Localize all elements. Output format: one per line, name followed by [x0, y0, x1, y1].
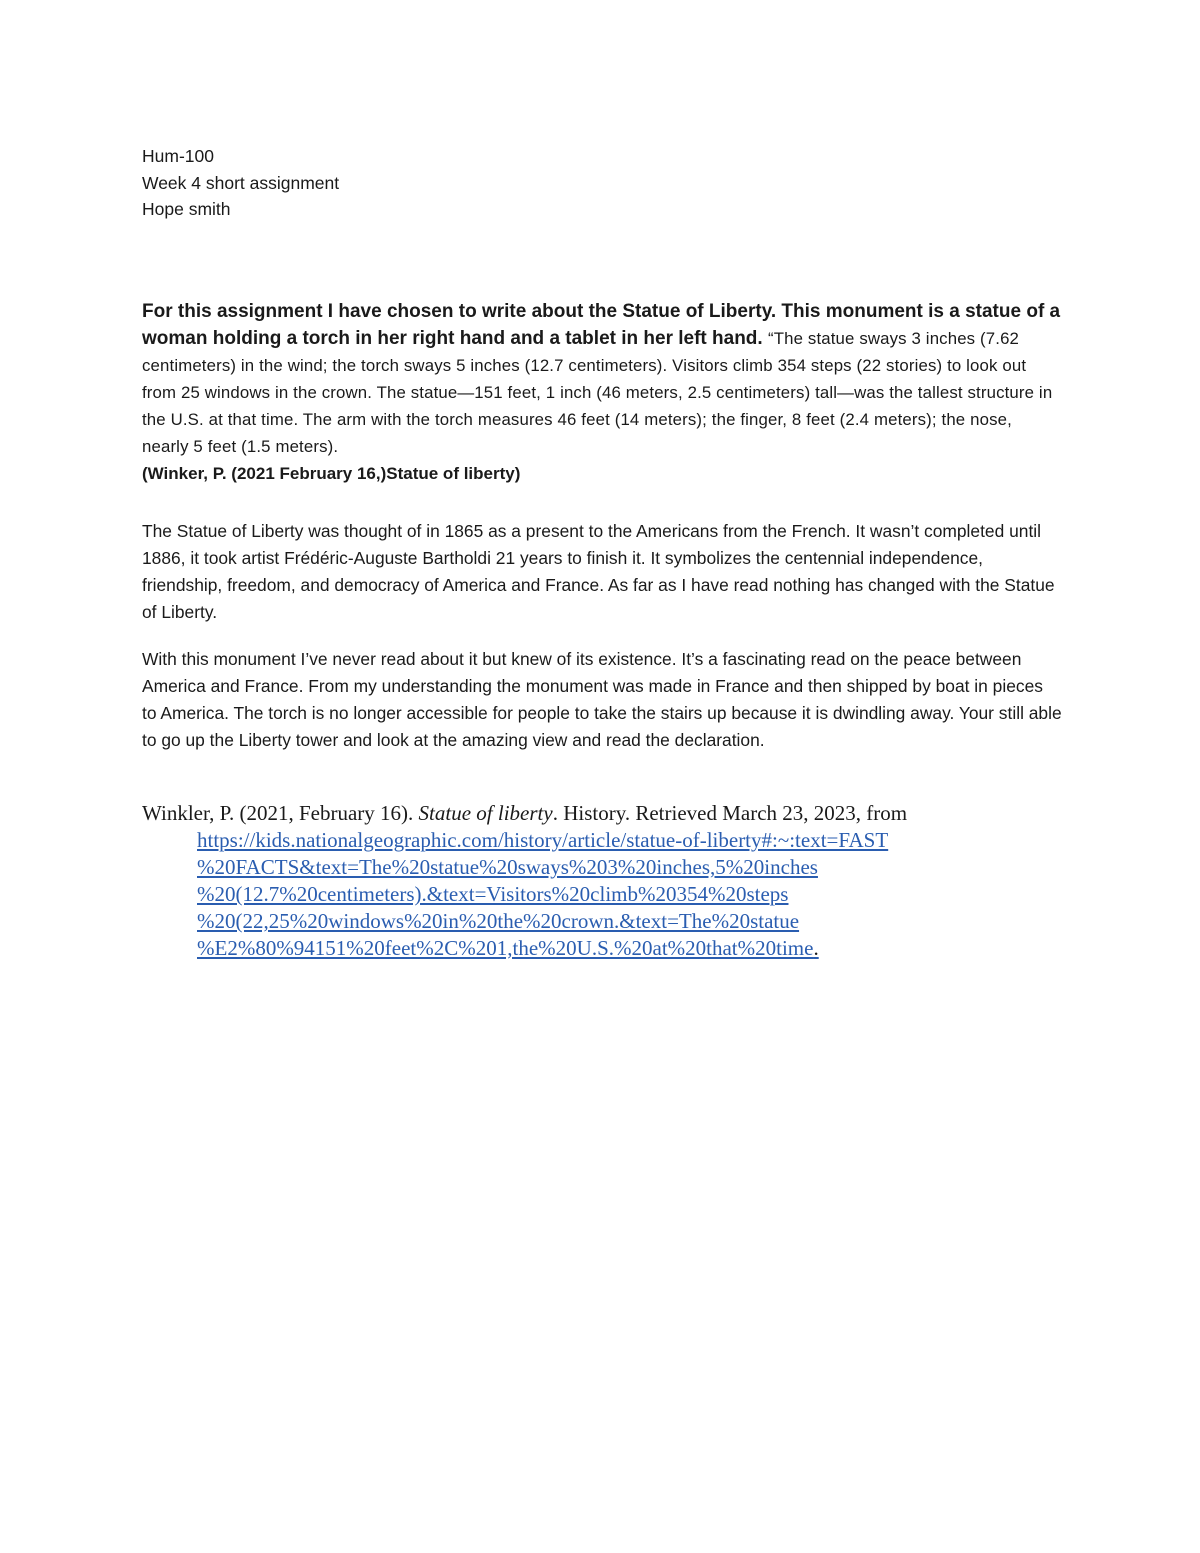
author-name: Hope smith — [142, 199, 231, 219]
reference-title: Statue of liberty — [418, 801, 553, 825]
reference-link[interactable] — [197, 827, 1042, 962]
reference-url-line-2: %20FACTS&text=The%20statue%20sways%203%20inches,5%20inches — [197, 855, 818, 879]
inline-citation: (Winker, P. (2021 February 16,)Statue of liberty) — [142, 464, 521, 483]
reference-citation-line — [142, 800, 1042, 827]
reference-author-date: Winkler, P. (2021, February 16). — [142, 801, 419, 825]
paragraph-intro — [142, 298, 1062, 487]
reference-end-period: . — [813, 936, 819, 960]
intro-lead-text: For this assignment I have chosen to write about the Statue of Liberty. This monument is a statue of a woman holding a torch in her right hand and a tablet in her left hand. — [142, 301, 1061, 349]
paragraph-history: The Statue of Liberty was thought of in 1865 as a present to the Americans from the French. It wasn’t completed until 1886, it took artist Frédéric-Auguste Bartholdi 21 years to finish it. It symbolizes the centennial independence, friendship, freedom, and democracy of America and France. As far as I have read nothing has changed with the Statue of Liberty. — [142, 521, 1055, 622]
intro-quote-text: “The statue sways 3 inches (7.62 centimeters) in the wind; the torch sways 5 inches (12.7 centimeters). Visitors climb 354 steps (22 stories) to look out from 25 windows in the crown. The statue—151 feet, 1 inch (46 meters, 2.5 centimeters) tall—was the tallest structure in the U.S. at that time. The arm with the torch measures 46 feet (14 meters); the finger, 8 feet (2.4 meters); the nose, nearly 5 feet (1.5 meters). — [142, 329, 1053, 456]
reference-url-line-4: %20(22,25%20windows%20in%20the%20crown.&text=The%20statue — [197, 909, 800, 933]
reference-source: . History. Retrieved March 23, 2023, from — [552, 801, 908, 825]
reference-url-line-3: %20(12.7%20centimeters).&text=Visitors%20climb%20354%20steps — [197, 882, 789, 906]
course-code: Hum-100 — [142, 146, 214, 166]
reference-url-block — [197, 827, 1042, 962]
assignment-title: Week 4 short assignment — [142, 172, 340, 193]
reference-entry — [142, 800, 1042, 962]
reference-url-line-5: %E2%80%94151%20feet%2C%201,the%20U.S.%20at%20that%20time — [197, 936, 814, 960]
reference-url-line-1: https://kids.nationalgeographic.com/history/article/statue-of-liberty#:~:text=FAST — [197, 828, 889, 852]
document-header — [142, 143, 339, 223]
paragraph-reflection: With this monument I’ve never read about it but knew of its existence. It’s a fascinating read on the peace between America and France. From my understanding the monument was made in France and then shipped by boat in pieces to America. The torch is no longer accessible for people to take the stairs up because it is dwindling away. Your still able to go up the Liberty tower and look at the amazing view and read the declaration. — [142, 649, 1062, 750]
